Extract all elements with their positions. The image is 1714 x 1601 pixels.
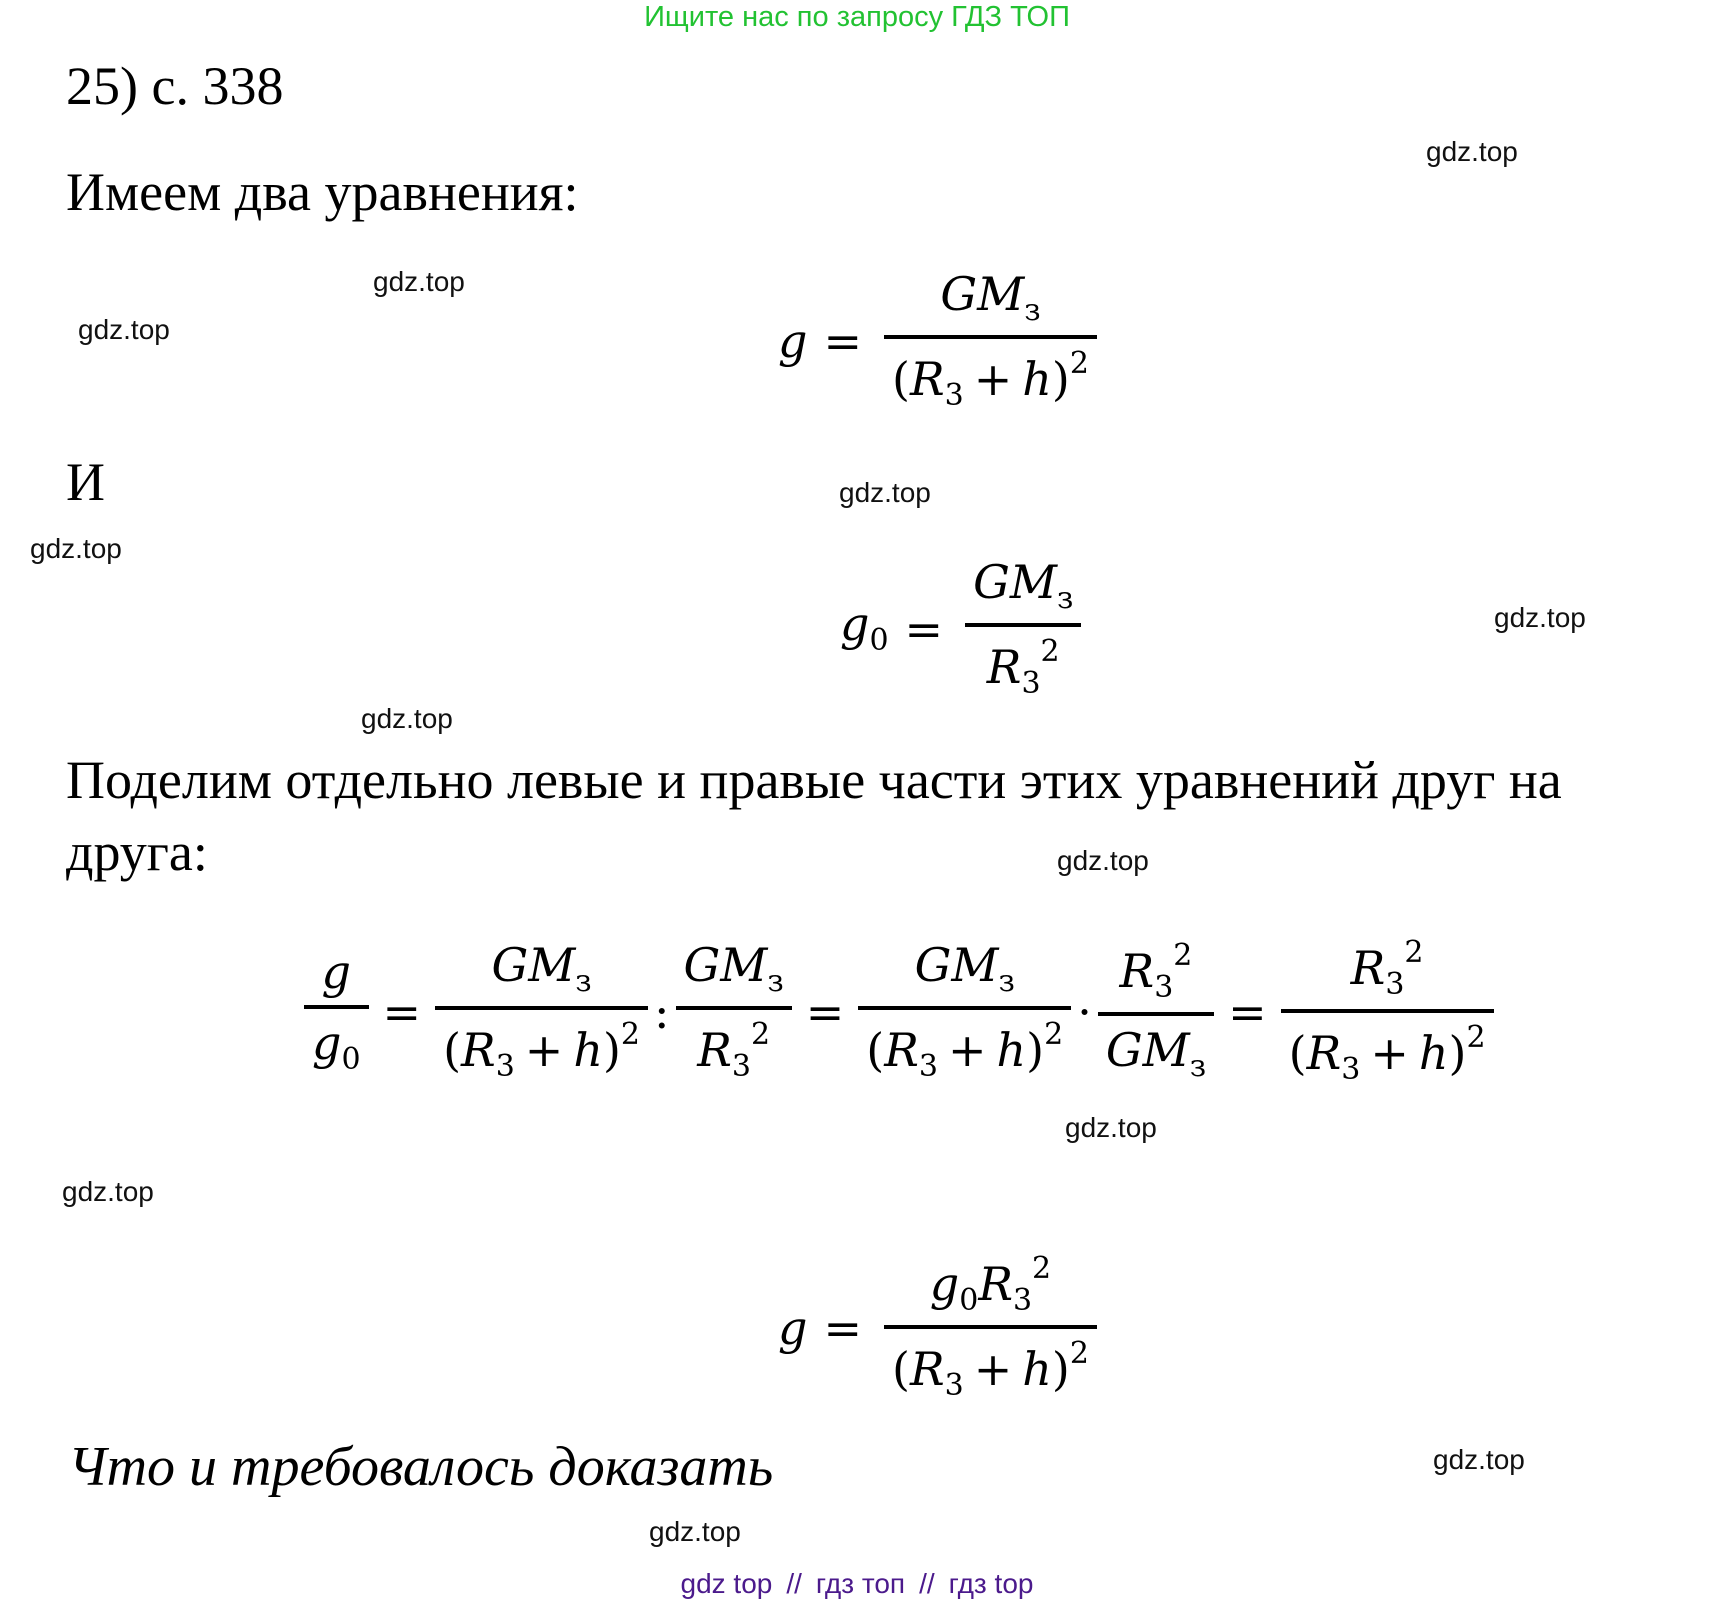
watermark: gdz.top xyxy=(1494,602,1586,633)
equation-4: g = $\frac{g_0R_3^2}{(R_3 + h)^2}$ xyxy=(778,1252,1103,1403)
conjunction-text: И xyxy=(66,452,105,512)
footer-link-gdz-top-mixed[interactable]: гдз top xyxy=(948,1568,1034,1599)
intro-text: Имеем два уравнения: xyxy=(66,162,579,222)
watermark: gdz.top xyxy=(30,533,122,564)
separator: // xyxy=(786,1568,802,1599)
numerator: $GM_з$ xyxy=(940,267,1041,328)
fraction-bar xyxy=(965,623,1081,627)
watermark: gdz.top xyxy=(1426,136,1518,167)
denominator: $(R_3 + h)^2$ xyxy=(892,345,1089,413)
watermark: gdz.top xyxy=(78,314,170,345)
paragraph-line-1: Поделим отдельно левые и правые части этих уравнений друг на xyxy=(66,750,1562,810)
footer-link-gdz-top-ru[interactable]: гдз топ xyxy=(815,1568,906,1599)
footer-links xyxy=(0,1567,1714,1601)
task-number: 25) с. 338 xyxy=(66,56,284,116)
equation-3: $\frac{g}{g_0}$ = $\frac{GM_з}{(R_3 + h)^2}$ : $\frac{GM_з}{R_3^2}$ = $\frac{GM_з}{(R_3 + h)^2}$ · $\frac{R_3^2}{GM_з}$ = $\frac{R_3^2}{(R_3 + h)^2}$ xyxy=(298,936,1500,1087)
watermark: gdz.top xyxy=(1433,1444,1525,1475)
fraction-g-over-g0: $\frac{g}{g_0}$ xyxy=(304,946,369,1077)
watermark: gdz.top xyxy=(373,266,465,297)
watermark: gdz.top xyxy=(361,703,453,734)
fraction-bar xyxy=(884,335,1097,339)
equation-2: $g_0$ = $\frac{GM_з}{R_3^2}$ xyxy=(840,556,1087,701)
watermark: gdz.top xyxy=(1065,1112,1157,1143)
conclusion-text: Что и требовалось доказать xyxy=(68,1436,774,1498)
watermark: gdz.top xyxy=(1057,845,1149,876)
watermark: gdz.top xyxy=(839,477,931,508)
watermark: gdz.top xyxy=(62,1176,154,1207)
fraction: $\frac{GM_з}{R_3^2}$ xyxy=(965,556,1081,701)
search-banner: Ищите нас по запросу ГДЗ ТОП xyxy=(644,1,1070,33)
footer-link-gdz-top[interactable]: gdz top xyxy=(680,1568,773,1599)
var-g: g xyxy=(778,313,808,368)
separator: // xyxy=(919,1568,935,1599)
equals-sign: = xyxy=(823,313,862,368)
equation-1 xyxy=(778,268,1103,413)
paragraph-line-2: друга: xyxy=(66,822,208,882)
watermark: gdz.top xyxy=(649,1516,741,1547)
fraction xyxy=(884,268,1097,413)
